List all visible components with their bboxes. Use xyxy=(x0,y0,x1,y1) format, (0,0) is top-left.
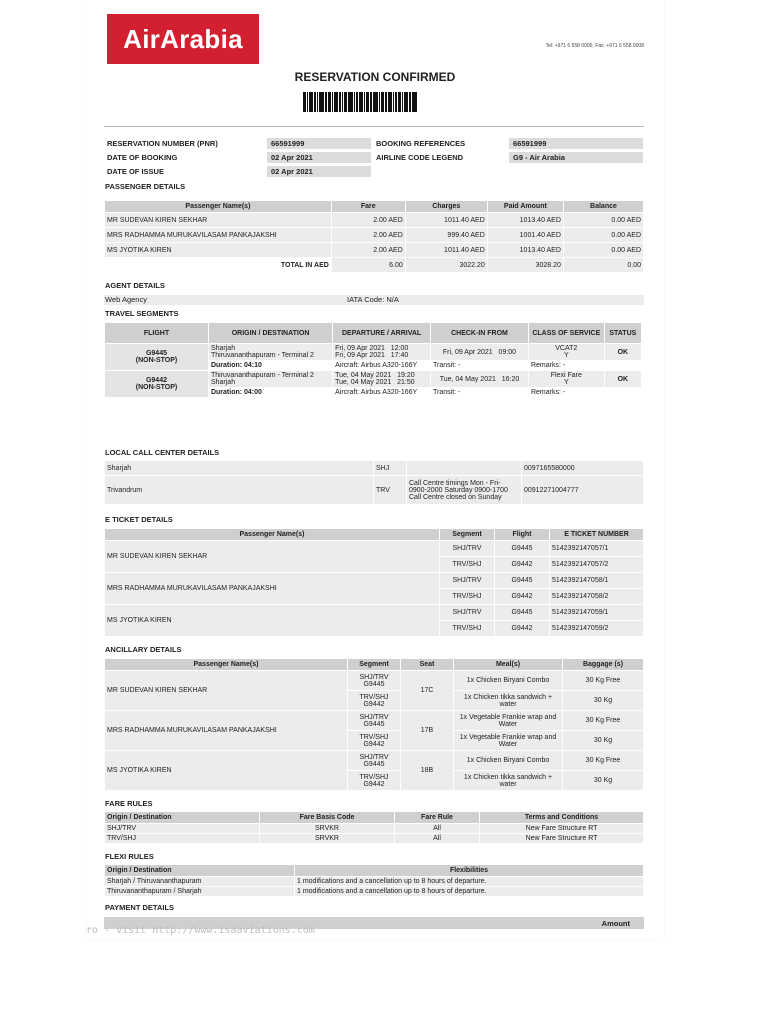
fare-rules-heading: FARE RULES xyxy=(105,799,153,808)
pnr-label: RESERVATION NUMBER (PNR) xyxy=(107,139,218,148)
col-header: Flexibilities xyxy=(295,865,643,876)
duration: Duration: 04:00 xyxy=(209,388,332,397)
table-row xyxy=(105,751,643,770)
segment: SHJ/TRV xyxy=(440,541,494,556)
flexi-rules-heading: FLEXI RULES xyxy=(105,852,154,861)
passenger-name: MR SUDEVAN KIREN SEKHAR xyxy=(105,671,347,710)
travel-segments-heading: TRAVEL SEGMENTS xyxy=(105,309,179,318)
col-header: Seat xyxy=(401,659,453,670)
transit: Transit: - xyxy=(431,361,528,370)
flight: G9445 xyxy=(495,541,549,556)
col-header: Fare xyxy=(332,201,405,212)
col-header: Segment xyxy=(348,659,400,670)
call-info xyxy=(407,461,521,475)
col-header: CLASS OF SERVICE xyxy=(529,323,604,343)
table-row xyxy=(105,228,643,242)
charges-cell: 999.40 AED xyxy=(406,228,487,242)
ancillary-heading: ANCILLARY DETAILS xyxy=(105,645,182,654)
segment: TRV/SHJ xyxy=(440,589,494,604)
checkin-from: Tue, 04 May 2021 16:20 xyxy=(431,371,528,387)
charges-cell: 1011.40 AED xyxy=(406,213,487,227)
baggage: 30 Kg xyxy=(563,691,643,710)
balance-cell: 0.00 AED xyxy=(564,213,643,227)
meal: 1x Chicken tikka sandwich + water xyxy=(454,691,562,710)
ticket-number: 5142392147058/2 xyxy=(550,589,643,604)
origin-destination: TRV/SHJ xyxy=(105,834,259,843)
col-header: Fare Rule xyxy=(395,812,479,823)
origin-destination: Sharjah Thiruvananthapuram - Terminal 2 xyxy=(209,344,332,360)
divider xyxy=(104,126,644,127)
meal: 1x Vegetable Frankie wrap and Water xyxy=(454,711,562,730)
status-badge: OK xyxy=(605,344,641,360)
segment: TRV/SHJ G9442 xyxy=(348,731,400,750)
barcode-icon xyxy=(303,92,447,112)
table-row xyxy=(105,213,643,227)
checkin-from: Fri, 09 Apr 2021 09:00 xyxy=(431,344,528,360)
segment: SHJ/TRV G9445 xyxy=(348,751,400,770)
segment: SHJ/TRV xyxy=(440,605,494,620)
pnr-value: 66591999 xyxy=(267,138,371,149)
meal: 1x Chicken Biryani Combo xyxy=(454,671,562,690)
balance-cell: 0.00 AED xyxy=(564,228,643,242)
class-of-service: VCAT2 Y xyxy=(529,344,604,360)
passenger-name: MS JYOTIKA KIREN xyxy=(105,751,347,790)
flight: G9445 xyxy=(495,605,549,620)
baggage: 30 Kg xyxy=(563,731,643,750)
segment: TRV/SHJ G9442 xyxy=(348,691,400,710)
ticket-number: 5142392147059/2 xyxy=(550,621,643,636)
table-row xyxy=(105,824,643,833)
flexibility: 1 modifications and a cancellation up to 8 hours of departure. xyxy=(295,887,643,896)
agent-name: Web Agency xyxy=(105,295,147,304)
col-header: Fare Basis Code xyxy=(260,812,394,823)
duration: Duration: 04:10 xyxy=(209,361,332,370)
paid-cell: 1013.40 AED xyxy=(488,213,563,227)
remarks: Remarks: - xyxy=(529,388,641,397)
departure-arrival: Tue, 04 May 2021 19:20 Tue, 04 May 2021 21:50 xyxy=(333,371,430,387)
col-header: CHECK-IN FROM xyxy=(431,323,528,343)
fare-rule: All xyxy=(395,834,479,843)
seat: 17C xyxy=(401,671,453,710)
ancillary-table xyxy=(104,658,644,791)
col-header: DEPARTURE / ARRIVAL xyxy=(333,323,430,343)
table-row xyxy=(105,711,643,730)
passenger-name: MRS RADHAMMA MURUKAVILASAM PANKAJAKSHI xyxy=(105,228,331,242)
terms: New Fare Structure RT xyxy=(480,834,643,843)
city: Sharjah xyxy=(105,461,373,475)
baggage: 30 Kg Free xyxy=(563,751,643,770)
segment: SHJ/TRV G9445 xyxy=(348,671,400,690)
passenger-name: MR SUDEVAN KIREN SEKHAR xyxy=(105,541,439,572)
col-header: STATUS xyxy=(605,323,641,343)
col-header: Flight xyxy=(495,529,549,540)
fare-cell: 2.00 AED xyxy=(332,213,405,227)
table-row xyxy=(105,476,643,504)
col-header: Charges xyxy=(406,201,487,212)
ticket-number: 5142392147057/2 xyxy=(550,557,643,572)
watermark: ro - Visit http://www.isaaviations.com xyxy=(86,925,315,936)
col-header: Passenger Name(s) xyxy=(105,529,439,540)
payment-details-heading: PAYMENT DETAILS xyxy=(105,903,175,912)
passenger-name: MRS RADHAMMA MURUKAVILASAM PANKAJAKSHI xyxy=(105,573,439,604)
flight: G9445 xyxy=(495,573,549,588)
terms: New Fare Structure RT xyxy=(480,824,643,833)
seat: 18B xyxy=(401,751,453,790)
paid-cell: 1013.40 AED xyxy=(488,243,563,257)
total-charges: 3022.20 xyxy=(406,258,487,272)
departure-arrival: Fri, 09 Apr 2021 12:00 Fri, 09 Apr 2021 17:40 xyxy=(333,344,430,360)
air-arabia-logo: AirArabia xyxy=(107,14,259,64)
total-balance: 0.00 xyxy=(564,258,643,272)
segment: TRV/SHJ xyxy=(440,557,494,572)
booking-date-value: 02 Apr 2021 xyxy=(267,152,371,163)
segment-row xyxy=(105,344,641,360)
flight: G9442 xyxy=(495,621,549,636)
seat: 17B xyxy=(401,711,453,750)
issue-date-label: DATE OF ISSUE xyxy=(107,167,164,176)
baggage: 30 Kg Free xyxy=(563,711,643,730)
phone-number: 00912271004777 xyxy=(522,476,643,504)
col-header: Passenger Name(s) xyxy=(105,201,331,212)
airline-code-label: AIRLINE CODE LEGEND xyxy=(376,153,464,162)
total-paid: 3028.20 xyxy=(488,258,563,272)
col-header: FLIGHT xyxy=(105,323,208,343)
segment: SHJ/TRV G9445 xyxy=(348,711,400,730)
segment: SHJ/TRV xyxy=(440,573,494,588)
eticket-table xyxy=(104,528,644,637)
status-badge: OK xyxy=(605,371,641,387)
agent-details-heading: AGENT DETAILS xyxy=(105,281,165,290)
city: Trivandrum xyxy=(105,476,373,504)
booking-date-label: DATE OF BOOKING xyxy=(107,153,178,162)
col-header: Paid Amount xyxy=(488,201,563,212)
total-fare: 6.00 xyxy=(332,258,405,272)
fare-rule: All xyxy=(395,824,479,833)
transit: Transit: - xyxy=(431,388,528,397)
table-row xyxy=(105,461,643,475)
call-center-table xyxy=(104,460,644,505)
baggage: 30 Kg xyxy=(563,771,643,790)
origin-destination: Thiruvananthapuram / Sharjah xyxy=(105,887,294,896)
balance-cell: 0.00 AED xyxy=(564,243,643,257)
call-info: Call Centre timings Mon - Fri- 0900-2000 Saturday 0900-1700 Call Centre closed on Sunday xyxy=(407,476,521,504)
fare-cell: 2.00 AED xyxy=(332,243,405,257)
passenger-details-heading: PASSENGER DETAILS xyxy=(105,182,186,191)
ticket-number: 5142392147057/1 xyxy=(550,541,643,556)
airline-code-value: G9 - Air Arabia xyxy=(509,152,643,163)
passenger-name: MS JYOTIKA KIREN xyxy=(105,243,331,257)
city-code: SHJ xyxy=(374,461,406,475)
meal: 1x Vegetable Frankie wrap and Water xyxy=(454,731,562,750)
col-header: Origin / Destination xyxy=(105,812,259,823)
amount-label: Amount xyxy=(601,919,630,928)
col-header: Origin / Destination xyxy=(105,865,294,876)
flight: G9442 xyxy=(495,557,549,572)
flexibility: 1 modifications and a cancellation up to 8 hours of departure. xyxy=(295,877,643,886)
ticket-number: 5142392147058/1 xyxy=(550,573,643,588)
table-row xyxy=(105,877,643,886)
reservation-document xyxy=(86,0,664,940)
total-row xyxy=(105,258,643,272)
col-header: Segment xyxy=(440,529,494,540)
contact-info: Tel: +971 6 558 0000, Fax: +971 6 558 0008 xyxy=(545,43,644,49)
table-row xyxy=(105,573,643,588)
origin-destination: SHJ/TRV xyxy=(105,824,259,833)
flight-number: G9445 (NON-STOP) xyxy=(105,344,208,370)
aircraft: Aircraft: Airbus A320-166Y xyxy=(333,361,430,370)
passenger-name: MRS RADHAMMA MURUKAVILASAM PANKAJAKSHI xyxy=(105,711,347,750)
flight-number: G9442 (NON-STOP) xyxy=(105,371,208,397)
baggage: 30 Kg Free xyxy=(563,671,643,690)
table-row xyxy=(105,887,643,896)
col-header: Passenger Name(s) xyxy=(105,659,347,670)
travel-table xyxy=(104,322,642,398)
meal: 1x Chicken tikka sandwich + water xyxy=(454,771,562,790)
class-of-service: Flexi Fare Y xyxy=(529,371,604,387)
origin-destination: Thiruvananthapuram - Terminal 2 Sharjah xyxy=(209,371,332,387)
col-header: Terms and Conditions xyxy=(480,812,643,823)
aircraft: Aircraft: Airbus A320-166Y xyxy=(333,388,430,397)
call-center-heading: LOCAL CALL CENTER DETAILS xyxy=(105,448,220,457)
issue-date-value: 02 Apr 2021 xyxy=(267,166,371,177)
city-code: TRV xyxy=(374,476,406,504)
table-row xyxy=(105,605,643,620)
col-header: ORIGIN / DESTINATION xyxy=(209,323,332,343)
passenger-name: MR SUDEVAN KIREN SEKHAR xyxy=(105,213,331,227)
booking-ref-label: BOOKING REFERENCES xyxy=(376,139,466,148)
fare-cell: 2.00 AED xyxy=(332,228,405,242)
total-label: TOTAL IN AED xyxy=(105,258,331,272)
table-row xyxy=(105,671,643,690)
booking-ref-value: 66591999 xyxy=(509,138,643,149)
flight: G9442 xyxy=(495,589,549,604)
passenger-name: MS JYOTIKA KIREN xyxy=(105,605,439,636)
ticket-number: 5142392147059/1 xyxy=(550,605,643,620)
col-header: Meal(s) xyxy=(454,659,562,670)
table-row xyxy=(105,834,643,843)
col-header: Balance xyxy=(564,201,643,212)
agent-row xyxy=(104,295,644,305)
iata-code: IATA Code: N/A xyxy=(347,295,399,304)
charges-cell: 1011.40 AED xyxy=(406,243,487,257)
phone-number: 0097165580000 xyxy=(522,461,643,475)
col-header: Baggage (s) xyxy=(563,659,643,670)
table-row xyxy=(105,243,643,257)
origin-destination: Sharjah / Thiruvananthapuram xyxy=(105,877,294,886)
passenger-table xyxy=(104,200,644,273)
fare-basis: SRVKR xyxy=(260,824,394,833)
paid-cell: 1001.40 AED xyxy=(488,228,563,242)
flexi-rules-table xyxy=(104,864,644,897)
page-title: RESERVATION CONFIRMED xyxy=(294,70,456,84)
eticket-heading: E TICKET DETAILS xyxy=(105,515,173,524)
meal: 1x Chicken Biryani Combo xyxy=(454,751,562,770)
table-row xyxy=(105,541,643,556)
fare-basis: SRVKR xyxy=(260,834,394,843)
fare-rules-table xyxy=(104,811,644,844)
remarks: Remarks: - xyxy=(529,361,641,370)
segment: TRV/SHJ xyxy=(440,621,494,636)
col-header: E TICKET NUMBER xyxy=(550,529,643,540)
segment: TRV/SHJ G9442 xyxy=(348,771,400,790)
segment-row xyxy=(105,371,641,387)
